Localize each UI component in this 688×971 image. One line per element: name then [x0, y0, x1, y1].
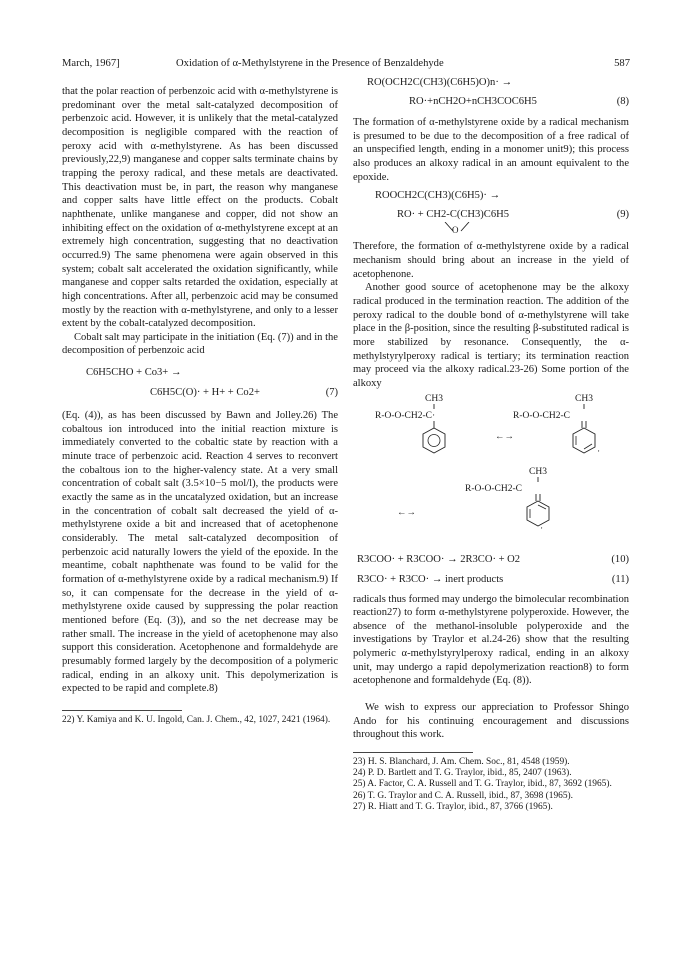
footnote: 27) R. Hiatt and T. G. Traylor, ibid., 87, 3766 (1965). [353, 801, 553, 812]
equation-9-product [353, 208, 629, 222]
header-title: Oxidation of α-Methylstyrene in the Presence of Benzaldehyde [176, 58, 444, 69]
resonance-structures [353, 391, 629, 547]
acknowledgment: We wish to express our appreciation to Professor Shingo Ando for his continuing encouragement and discussions throughout this work. [353, 702, 629, 741]
equation-line: R3COO· + R3COO· → 2R3CO· + O2 [357, 553, 521, 565]
equation-number: (9) [616, 209, 629, 221]
footnote: 23) H. S. Blanchard, J. Am. Chem. Soc., 81, 4548 (1959). [353, 757, 570, 768]
equation-line: C6H5CHO + Co3+ → [86, 367, 182, 379]
epoxide-bond-lines [353, 222, 629, 236]
footnote-rule [62, 710, 182, 711]
paragraph: Therefore, the formation of α-methylstyrene oxide by a radical mechanism should bring about an increase in the yield of acetophenone. [353, 241, 629, 280]
equation-7 [62, 366, 338, 380]
radical-dot: · [540, 523, 544, 534]
paragraph: (Eq. (4)), as has been discussed by Bawn and Jolley.26) The cobaltous ion introduced into the initial reaction mixture is immediately converted to the cobaltic state by reaction with a minute trace of perbenzoic acid. Reaction 4 serves to reconvert the cobaltous ion to the higher-valency state. At a very small concentration of cobalt salt (3.5×10−5 mol/l), the products were exactly the same as in the uncatalyzed oxidation, but an increase in the concentration of cobalt salt decreased the yield of α-methylstyrene oxide a bit and increased that of acetophenone considerably. The metal salt-catalyzed decomposition of perbenzoic acid naturally lowers the yield of the epoxide. In the meantime, cobalt naphthenate was found to be valid for the formation of α-methylstyrene oxide by a radical mechanism.9) If so, it can compensate for the decrease in the yield of α-methylstyrene oxide caused by suppressing the polar reaction mentioned before (Eq. (3)), and so the net decrease may be rather small. The increase in the yield of acetophenone may also support this consideration. Acetophenone and formaldehyde are presumably formed largely by the decomposition of a polymeric radical, ending in an alkoxy unit. This depolymerization is expected to be rapid and complete.8) [62, 410, 338, 695]
equation-10 [353, 553, 629, 567]
equation-number: (10) [611, 553, 629, 565]
resonance-form-2: R-O-O-CH2-C [513, 410, 570, 421]
resonance-arrow: ←→ [397, 507, 416, 518]
equation-line: R3CO· + R3CO· → inert products [357, 573, 504, 585]
header-date: March, 1967] [62, 58, 120, 69]
right-column [353, 76, 629, 813]
methyl-label: CH3 [425, 393, 443, 404]
paragraph: radicals thus formed may undergo the bimolecular recombination reaction27) to form α-methylstyrene polyperoxide. However, the absence of the methanol-insoluble polyperoxide and the investigations by Traylor et al.24-26) show that the resulting polymeric α-methylstyrylperoxy radical, ending in an alkoxy unit, may undergo a rapid depolymerization reaction8) to form acetophenone and formaldehyde (Eq. (8)). [353, 593, 629, 687]
footnote: 25) A. Factor, C. A. Russell and T. G. Traylor, ibid., 87, 3692 (1965). [353, 779, 612, 790]
equation-line: RO· + CH2-C(CH3)C6H5 [397, 209, 510, 221]
equation-number: (7) [325, 387, 338, 399]
paragraph: Cobalt salt may participate in the initiation (Eq. (7)) and in the decomposition of perbenzoic acid [62, 331, 338, 357]
footnote: 24) P. D. Bartlett and T. G. Traylor, ibid., 85, 2407 (1963). [353, 768, 572, 779]
equation-7-product [62, 386, 338, 400]
equation-number: (8) [616, 96, 629, 107]
equation-8-product [353, 95, 629, 109]
radical-dot: · [597, 446, 601, 457]
equation-number: (11) [611, 573, 629, 585]
equation-line: RO(OCH2C(CH3)(C6H5)O)n· → [367, 77, 513, 88]
equation-line: C6H5C(O)· + H+ + Co2+ [150, 387, 260, 399]
resonance-arrow: ←→ [495, 431, 514, 442]
equation-9 [353, 189, 629, 203]
paragraph: that the polar reaction of perbenzoic acid with α-methylstyrene is predominant over the metal salt-catalyzed decomposition of perbenzoic acid. However, it is unlikely that the metal-catalyzed decomposition is negligible compared with the reaction of peroxy acid with α-methylstyrene. As has been discussed previously,22,9) manganese and copper salts terminate chains by trapping the peroxy radical, and these metals are deactivated. This deactivation must be, in part, the reason why manganese and copper salts have little effect on the products. Cobalt naphthenate, unlike manganese and copper, did not show an inhibiting effect on the oxidation of α-methylstyrene except at an extremely high concentration, suggesting that no deactivation occurred.9) The same phenomena were again observed in this system; cobalt salt accelerated the oxidation significantly, while manganese and copper salts retarded the oxidation, especially at high concentrations. After all, perbenzoic acid may be consumed mostly by the reaction with α-methylstyrene, and only to a lesser extent by the cobalt-catalyzed decomposition. [62, 86, 338, 330]
equation-11 [353, 573, 629, 587]
equation-line: ROOCH2C(CH3)(C6H5)· → [375, 190, 501, 202]
running-header [62, 58, 630, 74]
methyl-label: CH3 [575, 393, 593, 404]
equation-line: RO·+nCH2O+nCH3COC6H5 [409, 96, 537, 107]
equation-8 [353, 76, 629, 90]
footnote: 26) T. G. Traylor and C. A. Russell, ibid., 87, 3698 (1965). [353, 790, 573, 801]
resonance-form-3: R-O-O-CH2-C [465, 483, 522, 494]
epoxide-oxygen: O [452, 225, 459, 236]
footnote: 22) Y. Kamiya and K. U. Ingold, Can. J. Chem., 42, 1027, 2421 (1964). [62, 714, 331, 725]
paragraph: Another good source of acetophenone may be the alkoxy radical produced in the termination reaction. The addition of the peroxy radical to the double bond of α-methylstyrene will take place in the β-position, since the resulting β-substituted radical is more stabilized by resonance. Consequently, the α-methylstyrylperoxy radical is tertiary; its termination reaction may proceed via the alkoxy radical.23-26) Some portion of the alkoxy [353, 282, 629, 389]
footnote-rule [353, 752, 473, 753]
page-number: 587 [614, 58, 630, 69]
paragraph: The formation of α-methylstyrene oxide by a radical mechanism is presumed to be due to the decomposition of a free radical of an unspecified length, ending in a monomer unit9); this process also produces an alkoxy radical in an amount equivalent to the epoxide. [353, 117, 629, 183]
epoxide-bridge [353, 222, 629, 236]
resonance-form-1: R-O-O-CH2-C· [375, 410, 436, 421]
left-column [62, 85, 338, 726]
methyl-label: CH3 [529, 466, 547, 477]
